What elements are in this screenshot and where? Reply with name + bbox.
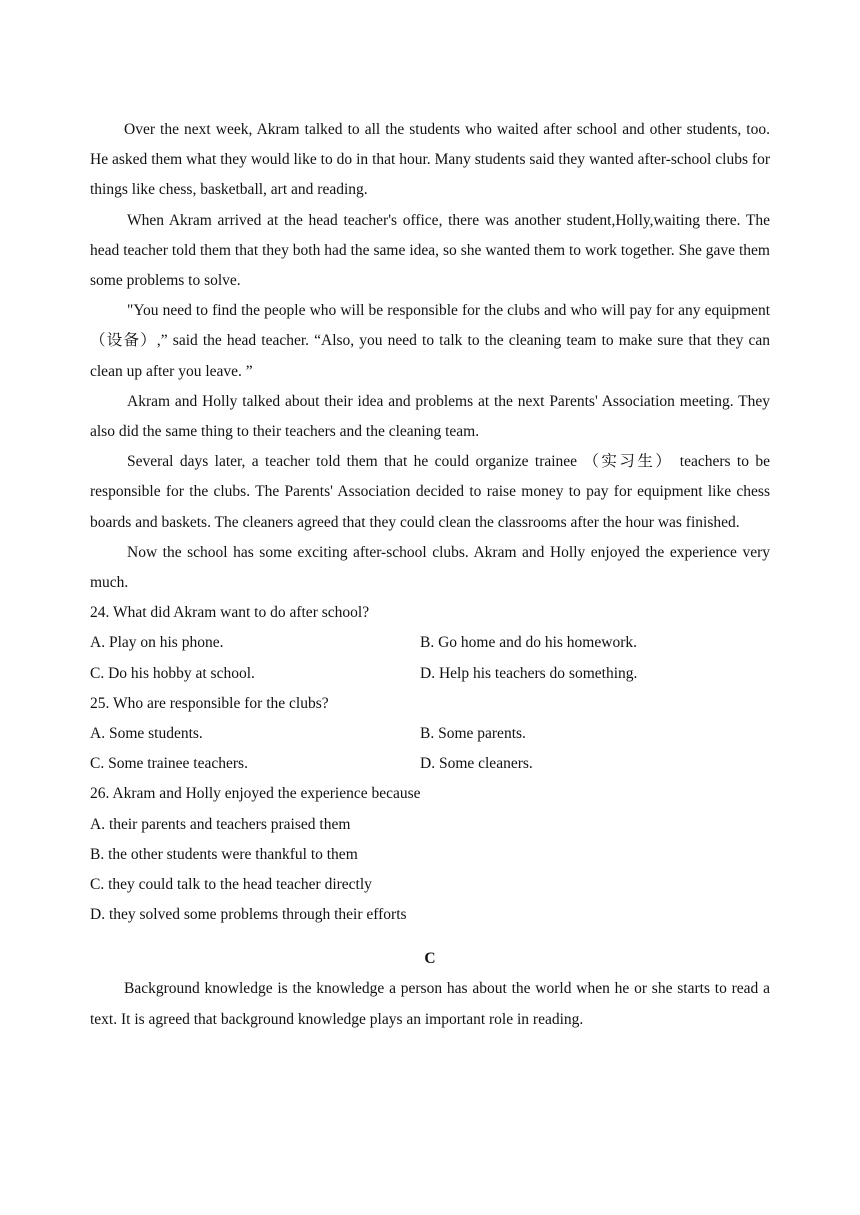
option-d: D. Help his teachers do something. (420, 664, 638, 682)
question-25 (90, 689, 770, 780)
passage-paragraph: Now the school has some exciting after-school clubs. Akram and Holly enjoyed the experience very much. (90, 543, 770, 592)
options-row (90, 719, 770, 749)
passage-paragraph: Akram and Holly talked about their idea and problems at the next Parents' Association meeting. They also did the same thing to their teachers and the cleaning team. (90, 392, 770, 441)
question-stem: 25. Who are responsible for the clubs? (90, 694, 329, 712)
exam-page (90, 115, 770, 1035)
passage-paragraph: When Akram arrived at the head teacher's office, there was another student,Holly,waiting there. The head teacher told them that they both had the same idea, so she wanted them to work together. She gave them some problems to solve. (90, 211, 770, 290)
option-b: B. Go home and do his homework. (420, 634, 637, 652)
option-a: A. Play on his phone. (90, 634, 224, 652)
options-row (90, 659, 770, 689)
passage-paragraph: "You need to find the people who will be responsible for the clubs and who will pay for any equipment（设备）,” said the head teacher. “Also, you need to talk to the cleaning team to make sure that they can clean up after you leave. ” (90, 302, 770, 380)
option-c: C. Some trainee teachers. (90, 755, 248, 773)
question-stem: 24. What did Akram want to do after school? (90, 604, 370, 622)
options-row (90, 749, 770, 779)
option-b: B. the other students were thankful to them (90, 845, 358, 863)
option-c: C. they could talk to the head teacher directly (90, 876, 372, 894)
question-stem: 26. Akram and Holly enjoyed the experience because (90, 785, 421, 803)
option-d: D. they solved some problems through their efforts (90, 906, 407, 924)
options-row (90, 628, 770, 658)
option-b: B. Some parents. (420, 725, 526, 743)
section-heading: C (424, 950, 436, 968)
option-d: D. Some cleaners. (420, 755, 533, 773)
question-24 (90, 598, 770, 689)
passage-paragraph: Over the next week, Akram talked to all the students who waited after school and other students, too. He asked them what they would like to do in that hour. Many students said they wanted after-school clubs for things like chess, basketball, art and reading. (90, 121, 770, 199)
passage-paragraph: Background knowledge is the knowledge a person has about the world when he or she starts to read a text. It is agreed that background knowledge plays an important role in reading. (90, 980, 770, 1028)
question-26 (90, 779, 770, 930)
option-a: A. Some students. (90, 725, 203, 743)
passage-paragraph: Several days later, a teacher told them that he could organize trainee （实习生） teachers to be responsible for the clubs. The Parents' Association decided to raise money to pay for equipment like chess boards and baskets. The cleaners agreed that they could clean the classrooms after the hour was finished. (90, 453, 770, 531)
option-c: C. Do his hobby at school. (90, 664, 255, 682)
option-a: A. their parents and teachers praised them (90, 815, 351, 833)
